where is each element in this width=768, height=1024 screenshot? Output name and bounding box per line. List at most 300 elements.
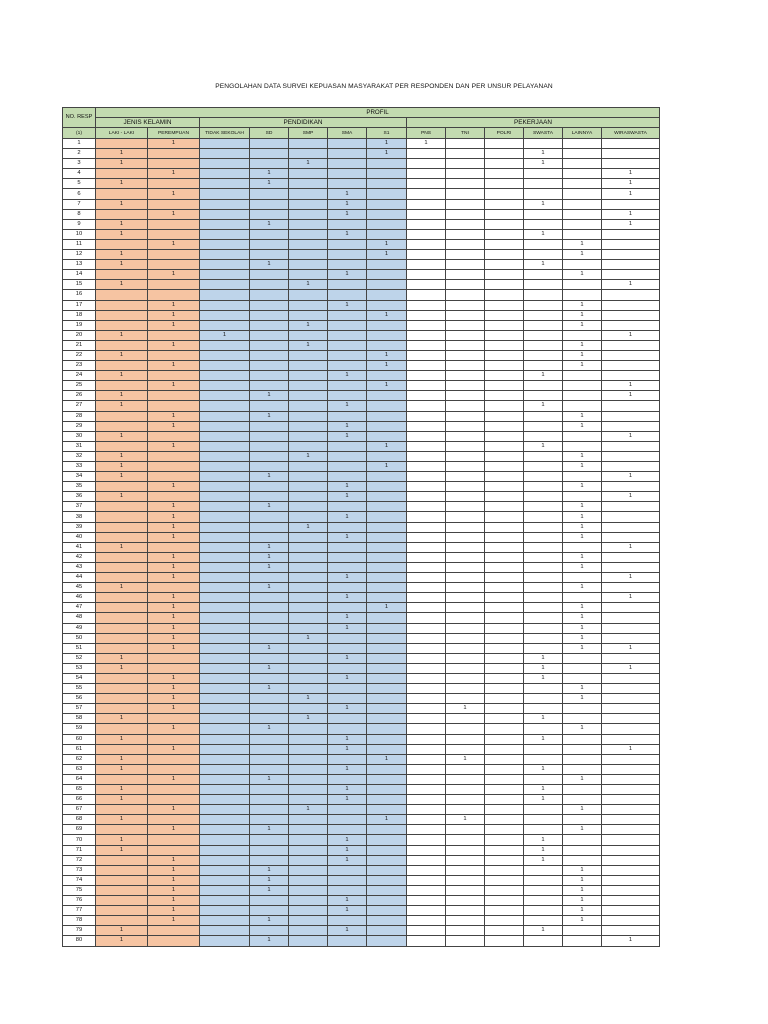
table-cell [563, 189, 602, 199]
table-cell [563, 704, 602, 714]
table-cell: 1 [148, 906, 200, 916]
table-cell [602, 734, 660, 744]
table-cell [446, 684, 485, 694]
row-number-cell: 49 [63, 623, 96, 633]
table-cell: 1 [328, 512, 367, 522]
table-cell [407, 714, 446, 724]
table-cell [602, 815, 660, 825]
table-cell [602, 229, 660, 239]
table-cell [148, 391, 200, 401]
table-cell [96, 805, 148, 815]
table-cell [446, 633, 485, 643]
table-row [63, 845, 660, 855]
table-cell: 1 [602, 936, 660, 946]
table-cell [250, 754, 289, 764]
table-cell [289, 169, 328, 179]
table-cell [602, 270, 660, 280]
table-cell: 1 [328, 482, 367, 492]
table-row [63, 381, 660, 391]
table-cell [602, 350, 660, 360]
table-cell [148, 492, 200, 502]
table-cell [96, 673, 148, 683]
table-cell [289, 774, 328, 784]
table-cell: 1 [250, 684, 289, 694]
table-cell [446, 320, 485, 330]
table-cell [446, 512, 485, 522]
table-row [63, 532, 660, 542]
table-cell: 1 [148, 694, 200, 704]
table-cell [289, 593, 328, 603]
table-cell [250, 371, 289, 381]
table-cell [148, 653, 200, 663]
table-cell [367, 270, 407, 280]
table-cell [250, 159, 289, 169]
table-cell [96, 169, 148, 179]
table-cell [367, 300, 407, 310]
table-cell: 1 [250, 875, 289, 885]
table-cell: 1 [96, 835, 148, 845]
table-cell [407, 310, 446, 320]
table-cell [485, 411, 524, 421]
table-row [63, 593, 660, 603]
table-cell: 1 [289, 280, 328, 290]
table-cell [602, 825, 660, 835]
table-cell: 1 [563, 916, 602, 926]
table-cell: 1 [148, 552, 200, 562]
table-cell [407, 482, 446, 492]
table-cell [446, 542, 485, 552]
table-row [63, 239, 660, 249]
table-row [63, 573, 660, 583]
table-cell [524, 280, 563, 290]
table-cell [200, 936, 250, 946]
table-cell [563, 209, 602, 219]
table-cell [485, 663, 524, 673]
table-cell [407, 845, 446, 855]
table-cell [602, 340, 660, 350]
column-header: WIRASWASTA [602, 128, 660, 139]
table-cell [250, 694, 289, 704]
table-cell [367, 219, 407, 229]
table-cell [602, 896, 660, 906]
table-cell [524, 613, 563, 623]
column-header: PNS [407, 128, 446, 139]
table-cell [485, 603, 524, 613]
table-row [63, 663, 660, 673]
table-cell: 1 [96, 431, 148, 441]
row-number-cell: 65 [63, 785, 96, 795]
column-header: POLRI [485, 128, 524, 139]
table-cell [407, 381, 446, 391]
table-cell [289, 492, 328, 502]
table-row [63, 472, 660, 482]
table-cell [446, 159, 485, 169]
row-number-cell: 64 [63, 774, 96, 784]
table-cell [485, 522, 524, 532]
table-cell [328, 562, 367, 572]
table-cell [407, 825, 446, 835]
table-cell: 1 [524, 149, 563, 159]
table-cell [602, 623, 660, 633]
table-cell [96, 704, 148, 714]
table-cell [524, 623, 563, 633]
table-cell [485, 451, 524, 461]
table-cell [407, 250, 446, 260]
table-cell [200, 603, 250, 613]
table-cell: 1 [563, 694, 602, 704]
table-cell [250, 896, 289, 906]
table-cell [485, 472, 524, 482]
table-cell [446, 189, 485, 199]
table-cell [200, 593, 250, 603]
table-cell [250, 462, 289, 472]
table-cell [367, 865, 407, 875]
table-cell: 1 [200, 330, 250, 340]
table-cell [524, 512, 563, 522]
table-cell [602, 673, 660, 683]
table-cell [563, 845, 602, 855]
table-cell: 1 [96, 260, 148, 270]
table-row [63, 906, 660, 916]
table-cell: 1 [328, 896, 367, 906]
table-cell [407, 643, 446, 653]
table-cell [602, 633, 660, 643]
table-cell [485, 684, 524, 694]
table-cell [446, 250, 485, 260]
table-cell [367, 936, 407, 946]
column-header-row [63, 128, 660, 139]
table-cell [446, 583, 485, 593]
table-cell [524, 875, 563, 885]
table-cell [200, 573, 250, 583]
table-cell [446, 391, 485, 401]
table-cell [289, 663, 328, 673]
table-cell: 1 [250, 774, 289, 784]
table-cell [200, 472, 250, 482]
row-number-cell: 26 [63, 391, 96, 401]
table-cell [148, 583, 200, 593]
table-row [63, 451, 660, 461]
table-cell [200, 149, 250, 159]
table-cell [446, 179, 485, 189]
row-number-cell: 7 [63, 199, 96, 209]
table-cell [200, 209, 250, 219]
table-cell [446, 896, 485, 906]
row-number-cell: 21 [63, 340, 96, 350]
table-row [63, 350, 660, 360]
table-cell: 1 [148, 169, 200, 179]
table-cell [602, 865, 660, 875]
table-cell: 1 [328, 653, 367, 663]
table-cell: 1 [524, 795, 563, 805]
table-cell: 1 [328, 785, 367, 795]
table-cell [200, 270, 250, 280]
row-number-cell: 19 [63, 320, 96, 330]
row-number-cell: 58 [63, 714, 96, 724]
table-cell [250, 199, 289, 209]
table-cell [200, 926, 250, 936]
table-cell [328, 552, 367, 562]
table-cell [485, 885, 524, 895]
table-cell [96, 593, 148, 603]
table-cell [602, 502, 660, 512]
table-cell [407, 663, 446, 673]
table-cell [148, 926, 200, 936]
table-cell [524, 532, 563, 542]
table-cell [446, 260, 485, 270]
row-number-cell: 59 [63, 724, 96, 734]
table-cell [407, 391, 446, 401]
table-cell [446, 653, 485, 663]
row-number-cell: 16 [63, 290, 96, 300]
table-cell: 1 [148, 532, 200, 542]
table-cell [200, 865, 250, 875]
table-cell [289, 250, 328, 260]
table-cell [328, 219, 367, 229]
table-cell [602, 926, 660, 936]
table-cell [563, 199, 602, 209]
table-cell [407, 371, 446, 381]
row-number-cell: 38 [63, 512, 96, 522]
table-cell [485, 694, 524, 704]
table-cell: 1 [328, 906, 367, 916]
row-number-cell: 14 [63, 270, 96, 280]
table-row [63, 865, 660, 875]
table-cell [148, 472, 200, 482]
table-cell: 1 [96, 542, 148, 552]
table-cell [328, 451, 367, 461]
table-cell [485, 139, 524, 149]
row-number-cell: 61 [63, 744, 96, 754]
table-cell: 1 [328, 613, 367, 623]
table-row [63, 492, 660, 502]
table-cell: 1 [602, 492, 660, 502]
table-cell [446, 169, 485, 179]
row-number-cell: 35 [63, 482, 96, 492]
table-cell [289, 926, 328, 936]
table-cell [289, 785, 328, 795]
table-cell [602, 714, 660, 724]
table-cell: 1 [148, 421, 200, 431]
table-cell: 1 [96, 159, 148, 169]
table-row [63, 673, 660, 683]
table-cell [328, 411, 367, 421]
table-cell [602, 421, 660, 431]
table-cell: 1 [563, 512, 602, 522]
table-row [63, 340, 660, 350]
table-cell [524, 189, 563, 199]
table-cell [328, 330, 367, 340]
row-number-cell: 53 [63, 663, 96, 673]
table-cell [96, 512, 148, 522]
row-number-cell: 4 [63, 169, 96, 179]
table-cell [485, 340, 524, 350]
row-number-cell: 46 [63, 593, 96, 603]
table-cell [446, 724, 485, 734]
table-cell [524, 169, 563, 179]
table-cell [602, 764, 660, 774]
table-row [63, 270, 660, 280]
table-cell [289, 684, 328, 694]
table-row [63, 815, 660, 825]
table-cell: 1 [328, 845, 367, 855]
row-number-cell: 73 [63, 865, 96, 875]
table-cell: 1 [524, 734, 563, 744]
table-cell [200, 371, 250, 381]
table-cell: 1 [328, 189, 367, 199]
table-cell: 1 [148, 139, 200, 149]
table-cell: 1 [148, 744, 200, 754]
table-cell [407, 451, 446, 461]
table-cell [524, 704, 563, 714]
table-row [63, 785, 660, 795]
table-cell [200, 896, 250, 906]
table-row [63, 754, 660, 764]
table-cell [563, 149, 602, 159]
table-cell: 1 [96, 462, 148, 472]
row-number-cell: 13 [63, 260, 96, 270]
table-cell [200, 250, 250, 260]
table-row [63, 633, 660, 643]
table-cell: 1 [148, 381, 200, 391]
table-cell [328, 724, 367, 734]
table-row [63, 522, 660, 532]
table-cell: 1 [148, 684, 200, 694]
table-cell: 1 [250, 502, 289, 512]
table-cell [367, 512, 407, 522]
table-cell: 1 [328, 199, 367, 209]
table-cell [602, 149, 660, 159]
row-number-cell: 57 [63, 704, 96, 714]
table-cell [446, 149, 485, 159]
table-cell [524, 643, 563, 653]
table-cell [367, 320, 407, 330]
table-cell: 1 [96, 229, 148, 239]
table-cell [328, 663, 367, 673]
table-cell [485, 562, 524, 572]
table-cell [485, 896, 524, 906]
table-cell [446, 865, 485, 875]
row-number-cell: 18 [63, 310, 96, 320]
table-cell [200, 492, 250, 502]
table-row [63, 613, 660, 623]
table-cell [148, 815, 200, 825]
table-cell [485, 734, 524, 744]
table-cell [563, 401, 602, 411]
table-cell [289, 916, 328, 926]
table-cell [407, 542, 446, 552]
table-cell [446, 593, 485, 603]
table-cell [485, 361, 524, 371]
table-cell [524, 462, 563, 472]
table-cell: 1 [148, 704, 200, 714]
table-cell [485, 149, 524, 159]
table-cell [96, 643, 148, 653]
table-cell [485, 855, 524, 865]
table-cell [96, 562, 148, 572]
table-cell [524, 320, 563, 330]
row-number-cell: 22 [63, 350, 96, 360]
table-cell [446, 663, 485, 673]
table-cell [200, 906, 250, 916]
table-cell [407, 885, 446, 895]
table-cell: 1 [148, 310, 200, 320]
table-cell [407, 734, 446, 744]
table-cell: 1 [563, 532, 602, 542]
table-row [63, 744, 660, 754]
table-cell [289, 391, 328, 401]
table-cell: 1 [563, 522, 602, 532]
table-cell [407, 340, 446, 350]
table-cell: 1 [148, 502, 200, 512]
table-cell [96, 603, 148, 613]
table-cell [446, 139, 485, 149]
table-cell: 1 [563, 340, 602, 350]
table-cell [563, 926, 602, 936]
table-cell [485, 805, 524, 815]
table-cell [200, 159, 250, 169]
table-cell [328, 239, 367, 249]
table-cell [407, 724, 446, 734]
table-cell [485, 209, 524, 219]
row-number-cell: 77 [63, 906, 96, 916]
table-row [63, 936, 660, 946]
table-cell [250, 239, 289, 249]
row-number-cell: 1 [63, 139, 96, 149]
table-cell [602, 401, 660, 411]
table-row [63, 795, 660, 805]
table-cell [446, 916, 485, 926]
table-cell [367, 704, 407, 714]
table-cell [200, 189, 250, 199]
table-cell: 1 [367, 350, 407, 360]
table-cell: 1 [96, 785, 148, 795]
table-cell [367, 421, 407, 431]
table-cell [200, 653, 250, 663]
table-cell [602, 532, 660, 542]
table-cell: 1 [602, 643, 660, 653]
table-cell: 1 [563, 552, 602, 562]
table-cell [446, 431, 485, 441]
table-cell: 1 [96, 714, 148, 724]
row-number-cell: 54 [63, 673, 96, 683]
table-cell [148, 936, 200, 946]
table-cell [602, 835, 660, 845]
table-row [63, 926, 660, 936]
row-number-cell: 31 [63, 441, 96, 451]
table-cell: 1 [148, 774, 200, 784]
table-cell [602, 250, 660, 260]
table-cell: 1 [148, 411, 200, 421]
table-cell [96, 573, 148, 583]
table-cell [407, 653, 446, 663]
table-cell [148, 451, 200, 461]
table-cell [407, 633, 446, 643]
table-cell [407, 189, 446, 199]
table-cell: 1 [602, 542, 660, 552]
table-cell [200, 451, 250, 461]
table-cell [200, 542, 250, 552]
survey-table [62, 107, 660, 947]
table-cell [328, 714, 367, 724]
table-cell [602, 512, 660, 522]
table-cell [289, 381, 328, 391]
table-cell: 1 [602, 381, 660, 391]
table-cell [200, 320, 250, 330]
table-cell [524, 573, 563, 583]
table-cell: 1 [602, 209, 660, 219]
table-cell [367, 906, 407, 916]
